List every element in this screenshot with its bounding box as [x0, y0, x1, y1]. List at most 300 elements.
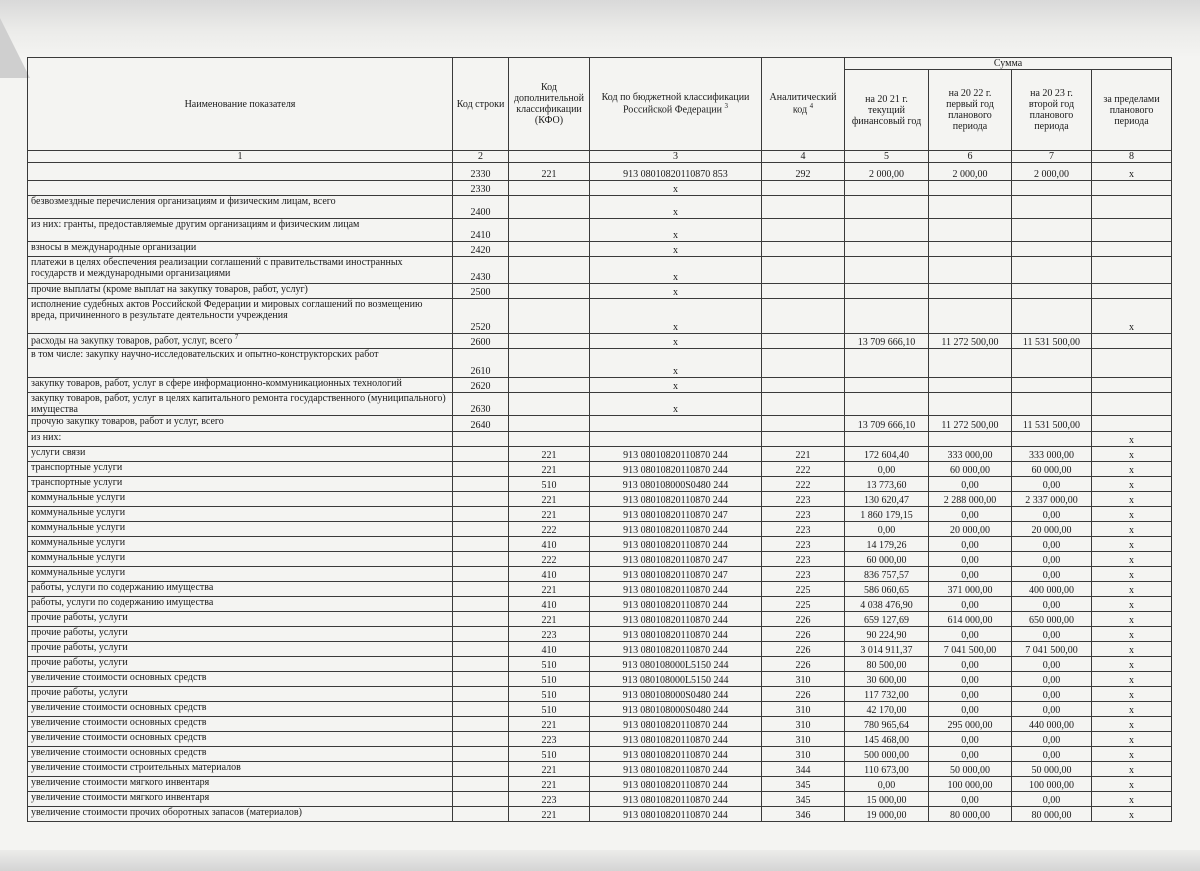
cell-kfo: 221	[509, 717, 590, 732]
cell-line-code: 2640	[453, 416, 509, 432]
indicator-name-text: прочие работы, услуги	[31, 642, 128, 653]
cell-analytic-code	[762, 196, 845, 219]
cell-analytic-code: 223	[762, 567, 845, 582]
cell-budget-code: 913 08010820110870 853	[590, 163, 762, 181]
cell-indicator-name	[28, 219, 453, 242]
cell-analytic-code: 225	[762, 597, 845, 612]
cell-kfo: 223	[509, 732, 590, 747]
cell-year3	[1012, 181, 1092, 196]
table-row	[28, 777, 1172, 792]
cell-indicator-name	[28, 672, 453, 687]
cell-line-code: 2520	[453, 299, 509, 334]
cell-analytic-code: 310	[762, 732, 845, 747]
cell-year2: 295 000,00	[929, 717, 1012, 732]
indicator-name-text: коммунальные услуги	[31, 567, 126, 578]
cell-indicator-name	[28, 717, 453, 732]
cell-line-code	[453, 447, 509, 462]
cell-year3	[1012, 393, 1092, 416]
cell-analytic-code	[762, 219, 845, 242]
cell-analytic-code: 226	[762, 642, 845, 657]
header-sum: Сумма	[845, 58, 1172, 70]
cell-line-code: 2410	[453, 219, 509, 242]
indicator-name-text: платежи в целях обеспечения реализации соглашений с правительствами иностранных государств и международными организациями	[31, 257, 403, 279]
cell-indicator-name	[28, 284, 453, 299]
scan-folded-corner	[0, 18, 30, 78]
cell-analytic-code: 223	[762, 552, 845, 567]
cell-beyond: x	[1092, 717, 1172, 732]
cell-line-code	[453, 537, 509, 552]
cell-line-code: 2330	[453, 163, 509, 181]
cell-analytic-code: 292	[762, 163, 845, 181]
cell-beyond: x	[1092, 807, 1172, 822]
cell-year3	[1012, 196, 1092, 219]
cell-year2: 80 000,00	[929, 807, 1012, 822]
indicator-name-text: из них: гранты, предоставляемые другим организациям и физическим лицам	[31, 219, 360, 230]
cell-year2: 333 000,00	[929, 447, 1012, 462]
cell-budget-code: 913 08010820110870 244	[590, 807, 762, 822]
cell-indicator-name	[28, 657, 453, 672]
cell-beyond: x	[1092, 477, 1172, 492]
cell-year2	[929, 219, 1012, 242]
cell-line-code	[453, 687, 509, 702]
cell-kfo: 221	[509, 612, 590, 627]
colnum-7: 7	[1012, 151, 1092, 163]
table-row	[28, 196, 1172, 219]
indicator-name-text: исполнение судебных актов Российской Федерации и мировых соглашений по возмещению вреда, причиненного в результате деятельности учреждения	[31, 299, 423, 321]
header-line-code: Код строки	[453, 58, 509, 151]
cell-beyond: x	[1092, 447, 1172, 462]
cell-kfo: 221	[509, 777, 590, 792]
cell-year2	[929, 432, 1012, 447]
cell-indicator-name	[28, 334, 453, 349]
cell-year1: 4 038 476,90	[845, 597, 929, 612]
cell-line-code	[453, 522, 509, 537]
cell-kfo: 223	[509, 627, 590, 642]
cell-year1	[845, 257, 929, 284]
cell-beyond	[1092, 242, 1172, 257]
table-row	[28, 807, 1172, 822]
cell-kfo: 510	[509, 687, 590, 702]
cell-indicator-name	[28, 163, 453, 181]
cell-analytic-code	[762, 242, 845, 257]
cell-kfo: 221	[509, 582, 590, 597]
cell-beyond: x	[1092, 672, 1172, 687]
cell-budget-code	[590, 416, 762, 432]
cell-year3: 0,00	[1012, 507, 1092, 522]
cell-kfo	[509, 432, 590, 447]
cell-analytic-code: 222	[762, 462, 845, 477]
cell-line-code	[453, 642, 509, 657]
cell-year2: 7 041 500,00	[929, 642, 1012, 657]
table-row	[28, 257, 1172, 284]
cell-beyond: x	[1092, 492, 1172, 507]
cell-beyond: x	[1092, 792, 1172, 807]
indicator-name-text: услуги связи	[31, 447, 86, 458]
cell-kfo	[509, 334, 590, 349]
cell-kfo	[509, 378, 590, 393]
indicator-name-text: увеличение стоимости строительных материалов	[31, 762, 241, 773]
table-row	[28, 687, 1172, 702]
cell-year1: 14 179,26	[845, 537, 929, 552]
indicator-name-text: закупку товаров, работ, услуг в целях капитального ремонта государственного (муниципального) имущества	[31, 393, 446, 415]
cell-budget-code: x	[590, 181, 762, 196]
cell-budget-code: 913 08010820110870 244	[590, 717, 762, 732]
indicator-name-text: прочие выплаты (кроме выплат на закупку товаров, работ, услуг)	[31, 284, 308, 295]
cell-budget-code: x	[590, 393, 762, 416]
cell-line-code	[453, 702, 509, 717]
header-year1: на 20 21 г. текущий финансовый год	[845, 70, 929, 151]
table-row	[28, 537, 1172, 552]
cell-line-code: 2610	[453, 349, 509, 378]
cell-year3: 7 041 500,00	[1012, 642, 1092, 657]
cell-kfo: 510	[509, 672, 590, 687]
cell-indicator-name	[28, 196, 453, 219]
cell-year2: 0,00	[929, 732, 1012, 747]
cell-line-code	[453, 717, 509, 732]
cell-year3: 0,00	[1012, 747, 1092, 762]
cell-beyond	[1092, 196, 1172, 219]
cell-budget-code: x	[590, 349, 762, 378]
table-row	[28, 163, 1172, 181]
expenses-table	[27, 57, 1172, 822]
cell-year2	[929, 284, 1012, 299]
cell-budget-code: 913 08010820110870 244	[590, 642, 762, 657]
cell-analytic-code: 226	[762, 657, 845, 672]
cell-budget-code: 913 08010820110870 244	[590, 612, 762, 627]
cell-year3	[1012, 242, 1092, 257]
cell-budget-code: 913 08010820110870 244	[590, 597, 762, 612]
cell-year3: 0,00	[1012, 702, 1092, 717]
cell-indicator-name	[28, 747, 453, 762]
cell-line-code	[453, 732, 509, 747]
table-row	[28, 284, 1172, 299]
indicator-name-text: из них:	[31, 432, 62, 443]
cell-indicator-name	[28, 242, 453, 257]
cell-year3: 11 531 500,00	[1012, 334, 1092, 349]
header-beyond: за пределами планового периода	[1092, 70, 1172, 151]
table-row	[28, 334, 1172, 349]
cell-year3: 0,00	[1012, 687, 1092, 702]
table-row	[28, 242, 1172, 257]
header-budget-code	[590, 58, 762, 151]
cell-kfo: 221	[509, 447, 590, 462]
cell-year1: 586 060,65	[845, 582, 929, 597]
indicator-name-text: коммунальные услуги	[31, 537, 126, 548]
table-row	[28, 597, 1172, 612]
cell-year3: 0,00	[1012, 597, 1092, 612]
indicator-name-text: увеличение стоимости основных средств	[31, 732, 207, 743]
indicator-name-text: прочие работы, услуги	[31, 612, 128, 623]
cell-analytic-code: 345	[762, 792, 845, 807]
cell-kfo: 221	[509, 807, 590, 822]
cell-year2: 100 000,00	[929, 777, 1012, 792]
cell-kfo: 510	[509, 657, 590, 672]
cell-year2	[929, 196, 1012, 219]
indicator-name-text: безвозмездные перечисления организациям и физическим лицам, всего	[31, 196, 336, 207]
cell-budget-code: 913 08010820110870 244	[590, 522, 762, 537]
cell-beyond: x	[1092, 777, 1172, 792]
cell-analytic-code	[762, 349, 845, 378]
cell-beyond: x	[1092, 657, 1172, 672]
indicator-name-text: расходы на закупку товаров, работ, услуг, всего	[31, 335, 233, 347]
table-row	[28, 219, 1172, 242]
cell-beyond	[1092, 219, 1172, 242]
cell-year1: 145 468,00	[845, 732, 929, 747]
cell-beyond: x	[1092, 522, 1172, 537]
cell-kfo: 510	[509, 477, 590, 492]
cell-year3: 0,00	[1012, 537, 1092, 552]
cell-year3: 0,00	[1012, 552, 1092, 567]
table-body	[28, 163, 1172, 822]
cell-indicator-name	[28, 522, 453, 537]
cell-year2	[929, 257, 1012, 284]
cell-beyond	[1092, 378, 1172, 393]
cell-budget-code: 913 08010820110870 244	[590, 777, 762, 792]
cell-year2: 60 000,00	[929, 462, 1012, 477]
cell-year1	[845, 242, 929, 257]
cell-year2: 0,00	[929, 672, 1012, 687]
cell-year1	[845, 181, 929, 196]
table-row	[28, 672, 1172, 687]
table-row	[28, 492, 1172, 507]
cell-line-code	[453, 612, 509, 627]
indicator-name-text: увеличение стоимости основных средств	[31, 747, 207, 758]
colnum-2: 2	[453, 151, 509, 163]
cell-year3: 0,00	[1012, 672, 1092, 687]
cell-year2	[929, 378, 1012, 393]
indicator-footnote: 7	[234, 333, 239, 341]
cell-budget-code: 913 08010820110870 244	[590, 537, 762, 552]
cell-beyond: x	[1092, 702, 1172, 717]
cell-year1: 172 604,40	[845, 447, 929, 462]
cell-analytic-code: 226	[762, 687, 845, 702]
cell-indicator-name	[28, 642, 453, 657]
cell-year2: 0,00	[929, 687, 1012, 702]
table-row	[28, 416, 1172, 432]
indicator-name-text: прочую закупку товаров, работ и услуг, всего	[31, 416, 224, 427]
cell-line-code: 2500	[453, 284, 509, 299]
cell-beyond: x	[1092, 299, 1172, 334]
cell-line-code	[453, 507, 509, 522]
cell-year3: 400 000,00	[1012, 582, 1092, 597]
table-row	[28, 747, 1172, 762]
cell-kfo: 223	[509, 792, 590, 807]
cell-budget-code: 913 08010820110870 244	[590, 582, 762, 597]
cell-year1: 110 673,00	[845, 762, 929, 777]
cell-beyond	[1092, 416, 1172, 432]
cell-indicator-name	[28, 393, 453, 416]
cell-kfo	[509, 219, 590, 242]
cell-line-code	[453, 657, 509, 672]
cell-indicator-name	[28, 627, 453, 642]
cell-year3	[1012, 349, 1092, 378]
cell-year1: 117 732,00	[845, 687, 929, 702]
cell-line-code	[453, 807, 509, 822]
cell-indicator-name	[28, 567, 453, 582]
cell-kfo	[509, 257, 590, 284]
cell-analytic-code: 345	[762, 777, 845, 792]
cell-budget-code: 913 08010820110870 244	[590, 462, 762, 477]
cell-kfo: 222	[509, 522, 590, 537]
table-row	[28, 552, 1172, 567]
cell-year3: 333 000,00	[1012, 447, 1092, 462]
cell-year3: 2 000,00	[1012, 163, 1092, 181]
colnum-4: 4	[762, 151, 845, 163]
scan-shadow-top	[0, 0, 1200, 58]
cell-budget-code: x	[590, 242, 762, 257]
cell-year1	[845, 349, 929, 378]
cell-analytic-code: 223	[762, 522, 845, 537]
header-year3: на 20 23 г. второй год планового периода	[1012, 70, 1092, 151]
cell-line-code: 2420	[453, 242, 509, 257]
cell-indicator-name	[28, 492, 453, 507]
cell-kfo: 410	[509, 642, 590, 657]
header-analytic-footnote: 4	[809, 102, 814, 111]
cell-line-code	[453, 777, 509, 792]
cell-kfo: 221	[509, 507, 590, 522]
cell-analytic-code	[762, 299, 845, 334]
cell-year1	[845, 219, 929, 242]
cell-year3: 650 000,00	[1012, 612, 1092, 627]
cell-beyond: x	[1092, 732, 1172, 747]
cell-line-code	[453, 552, 509, 567]
header-name: Наименование показателя	[28, 58, 453, 151]
table-row	[28, 299, 1172, 334]
cell-year1: 30 600,00	[845, 672, 929, 687]
table-row	[28, 507, 1172, 522]
cell-year3: 0,00	[1012, 792, 1092, 807]
cell-indicator-name	[28, 507, 453, 522]
cell-year1: 130 620,47	[845, 492, 929, 507]
table-row	[28, 477, 1172, 492]
cell-kfo: 221	[509, 492, 590, 507]
cell-analytic-code	[762, 181, 845, 196]
cell-beyond: x	[1092, 627, 1172, 642]
cell-budget-code: 913 08010820110870 247	[590, 507, 762, 522]
cell-year2: 0,00	[929, 597, 1012, 612]
header-analytic	[762, 58, 845, 151]
cell-year1: 2 000,00	[845, 163, 929, 181]
cell-line-code	[453, 492, 509, 507]
cell-budget-code: 913 080108000L5150 244	[590, 672, 762, 687]
table-row	[28, 432, 1172, 447]
table-row	[28, 378, 1172, 393]
cell-line-code	[453, 747, 509, 762]
cell-beyond: x	[1092, 612, 1172, 627]
cell-year1: 0,00	[845, 462, 929, 477]
cell-year2: 11 272 500,00	[929, 334, 1012, 349]
table-row	[28, 462, 1172, 477]
cell-line-code	[453, 477, 509, 492]
cell-beyond: x	[1092, 163, 1172, 181]
indicator-name-text: транспортные услуги	[31, 462, 123, 473]
cell-budget-code: 913 08010820110870 247	[590, 567, 762, 582]
indicator-name-text: в том числе: закупку научно-исследовательских и опытно-конструкторских работ	[31, 349, 379, 360]
cell-year2: 0,00	[929, 702, 1012, 717]
cell-line-code: 2600	[453, 334, 509, 349]
cell-year2: 11 272 500,00	[929, 416, 1012, 432]
cell-beyond	[1092, 284, 1172, 299]
cell-year2	[929, 181, 1012, 196]
cell-beyond	[1092, 334, 1172, 349]
indicator-name-text: работы, услуги по содержанию имущества	[31, 597, 214, 608]
cell-indicator-name	[28, 777, 453, 792]
cell-year2	[929, 299, 1012, 334]
cell-year2	[929, 393, 1012, 416]
table-row	[28, 181, 1172, 196]
cell-analytic-code	[762, 334, 845, 349]
cell-budget-code: x	[590, 257, 762, 284]
cell-year1: 80 500,00	[845, 657, 929, 672]
table-row	[28, 657, 1172, 672]
indicator-name-text: закупку товаров, работ, услуг в сфере информационно-коммуникационных технологий	[31, 378, 402, 389]
cell-line-code	[453, 672, 509, 687]
cell-year1: 1 860 179,15	[845, 507, 929, 522]
table-row	[28, 792, 1172, 807]
cell-year1: 659 127,69	[845, 612, 929, 627]
cell-year2: 0,00	[929, 537, 1012, 552]
cell-indicator-name	[28, 462, 453, 477]
cell-indicator-name	[28, 762, 453, 777]
cell-analytic-code: 310	[762, 702, 845, 717]
cell-beyond: x	[1092, 462, 1172, 477]
header-kfo: Код дополнительной классификации (КФО)	[509, 58, 590, 151]
cell-indicator-name	[28, 299, 453, 334]
cell-year2: 0,00	[929, 627, 1012, 642]
cell-year1: 780 965,64	[845, 717, 929, 732]
cell-year3	[1012, 219, 1092, 242]
table-row	[28, 717, 1172, 732]
cell-analytic-code: 226	[762, 627, 845, 642]
cell-kfo: 221	[509, 163, 590, 181]
cell-year2: 0,00	[929, 747, 1012, 762]
cell-line-code	[453, 462, 509, 477]
cell-year2: 0,00	[929, 477, 1012, 492]
table-row	[28, 642, 1172, 657]
cell-line-code	[453, 762, 509, 777]
cell-budget-code: 913 08010820110870 244	[590, 732, 762, 747]
cell-beyond: x	[1092, 582, 1172, 597]
table-row	[28, 627, 1172, 642]
cell-budget-code: x	[590, 196, 762, 219]
cell-line-code	[453, 432, 509, 447]
table-row	[28, 612, 1172, 627]
indicator-name-text: прочие работы, услуги	[31, 687, 128, 698]
colnum-kfo	[509, 151, 590, 163]
cell-indicator-name	[28, 702, 453, 717]
indicator-name-text: увеличение стоимости основных средств	[31, 672, 207, 683]
cell-year2: 2 000,00	[929, 163, 1012, 181]
colnum-8: 8	[1092, 151, 1172, 163]
indicator-name-text: увеличение стоимости основных средств	[31, 717, 207, 728]
cell-year1	[845, 299, 929, 334]
header-year2: на 20 22 г. первый год планового периода	[929, 70, 1012, 151]
cell-budget-code: 913 08010820110870 244	[590, 447, 762, 462]
table-row	[28, 349, 1172, 378]
header-row	[28, 58, 1172, 70]
cell-analytic-code: 346	[762, 807, 845, 822]
cell-indicator-name	[28, 732, 453, 747]
cell-kfo	[509, 242, 590, 257]
cell-year3: 2 337 000,00	[1012, 492, 1092, 507]
cell-kfo: 410	[509, 597, 590, 612]
table-row	[28, 582, 1172, 597]
cell-beyond: x	[1092, 507, 1172, 522]
cell-year3	[1012, 257, 1092, 284]
cell-year3: 0,00	[1012, 567, 1092, 582]
indicator-name-text: коммунальные услуги	[31, 552, 126, 563]
cell-line-code: 2630	[453, 393, 509, 416]
